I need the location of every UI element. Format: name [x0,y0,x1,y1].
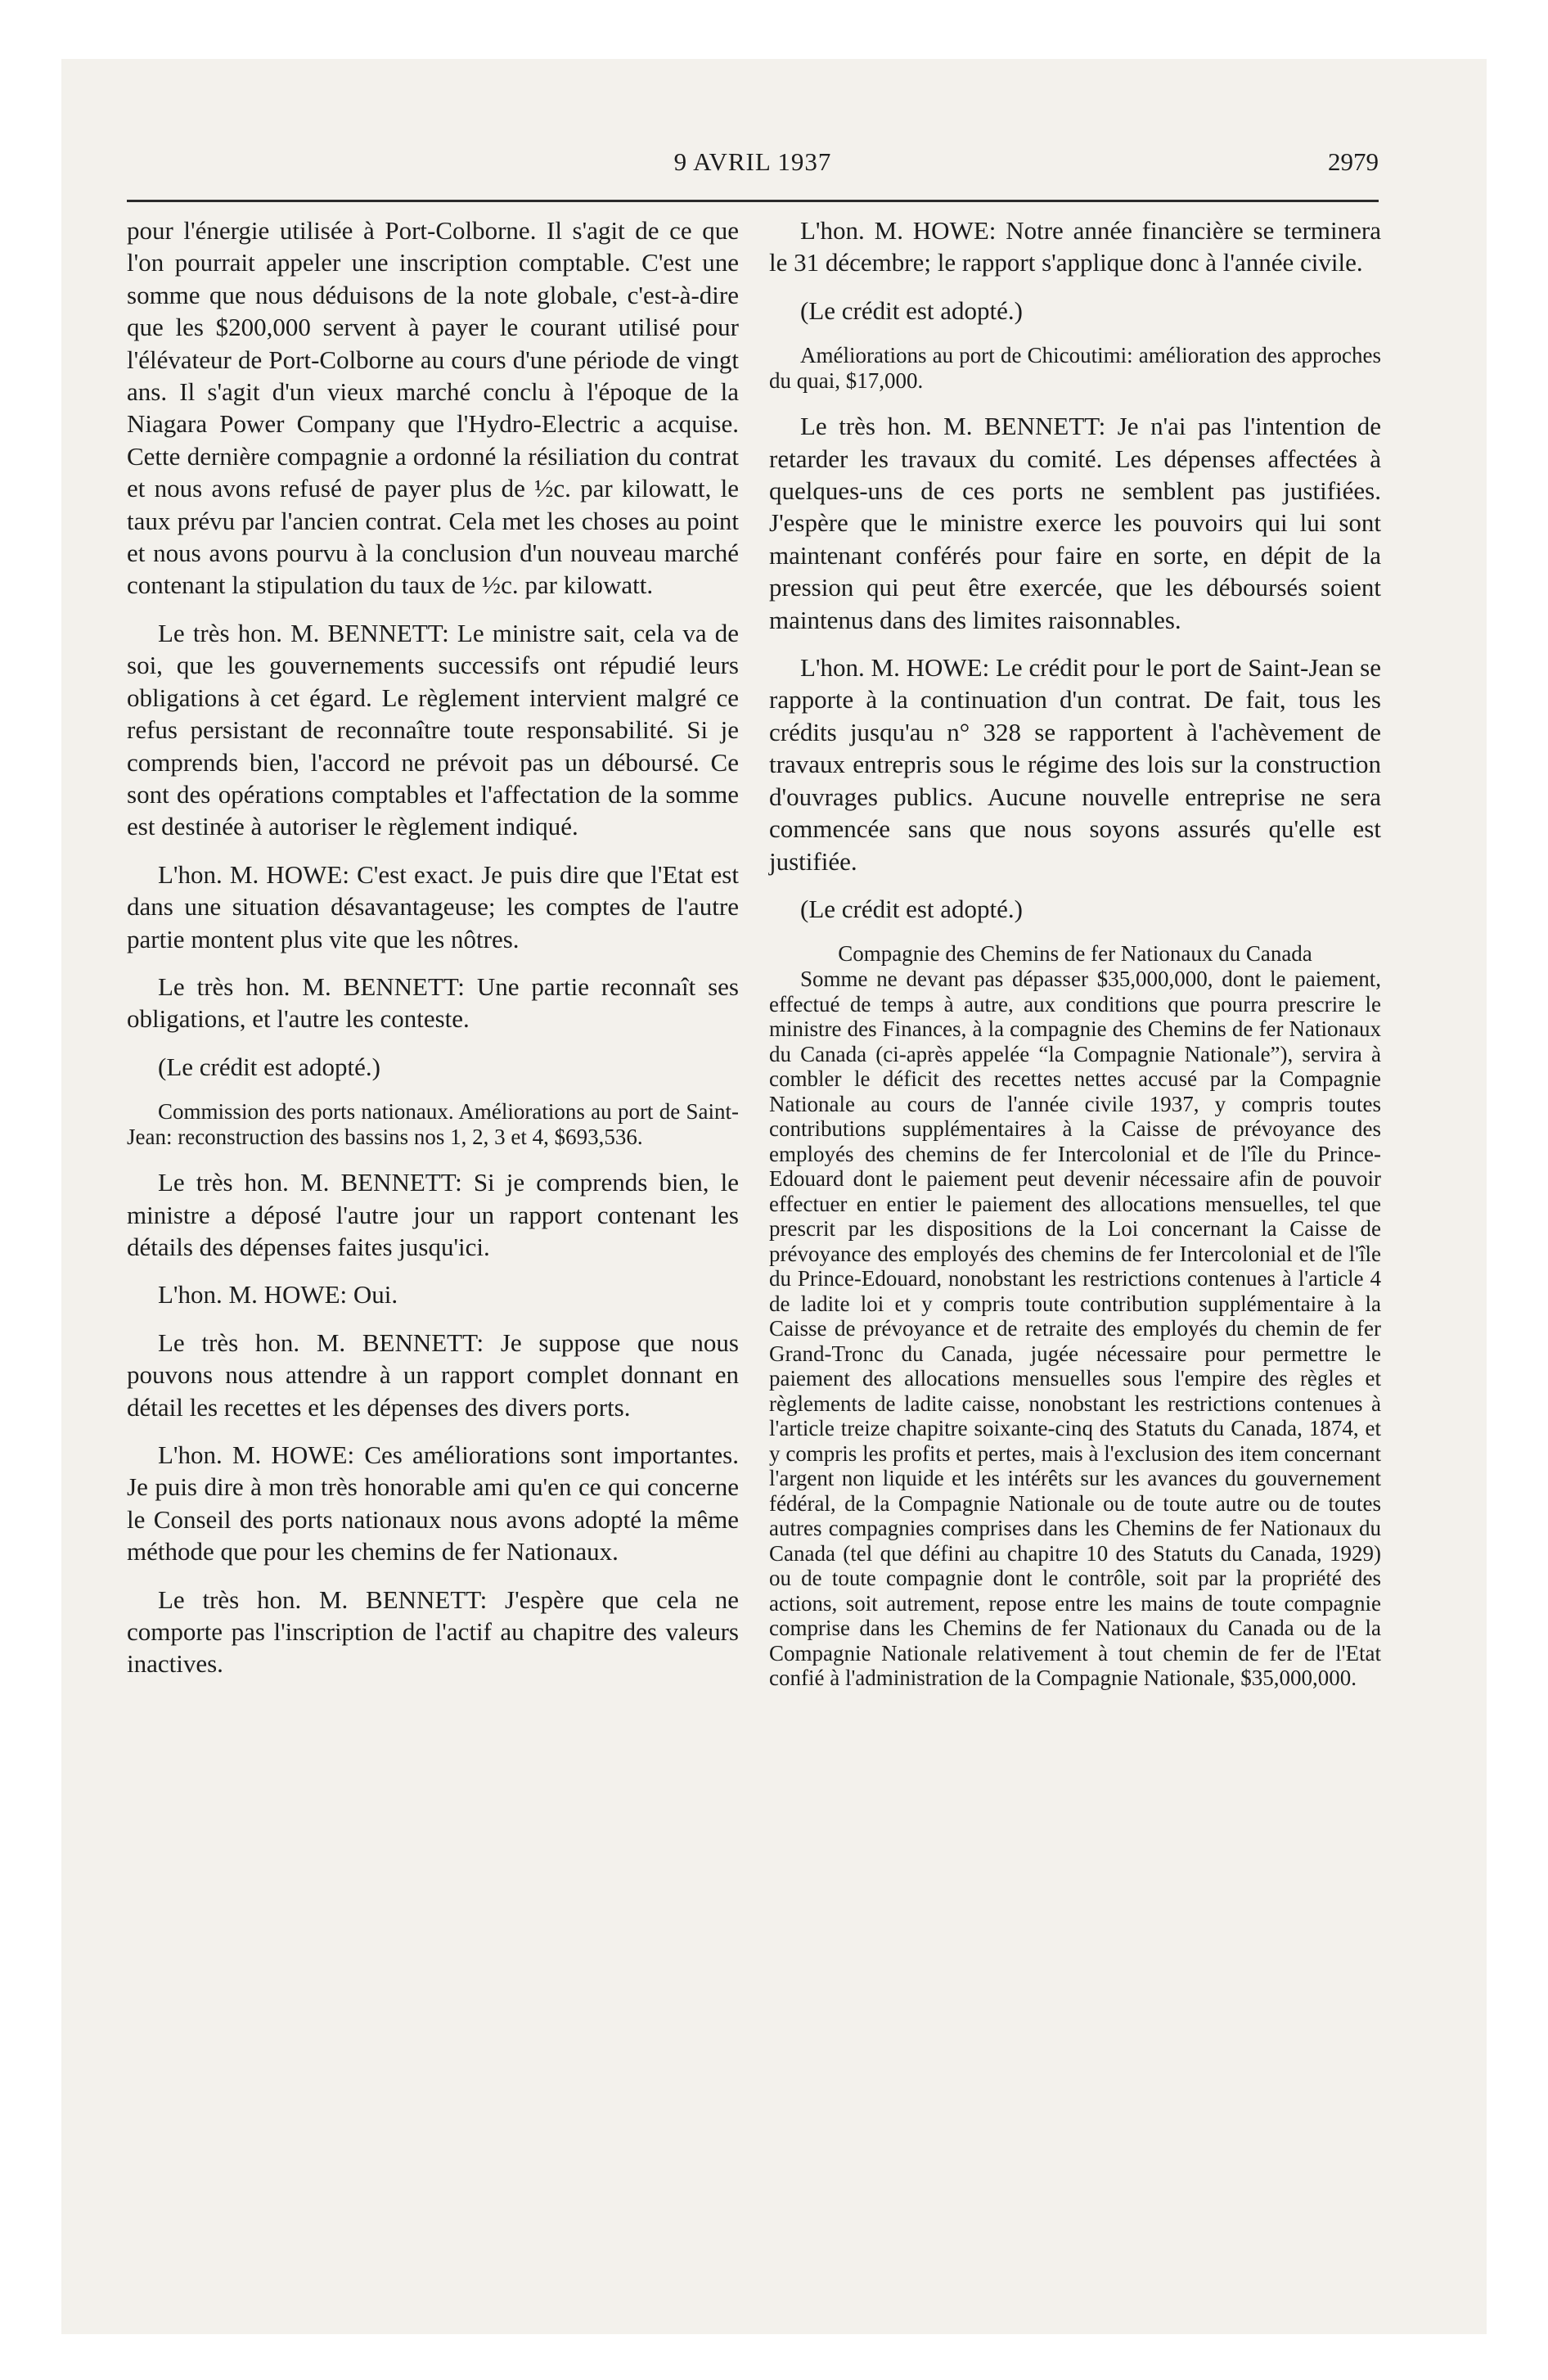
speech-howe: L'hon. M. HOWE: Ces améliorations sont importantes. Je puis dire à mon très honorable ami qu'en ce qui concerne le Conseil des ports nationaux nous avons adopté la même méthode que pour les chemins de fer Nationaux. [127,1440,739,1566]
estimate-item: Améliorations au port de Chicoutimi: amélioration des approches du quai, $17,000. [769,343,1381,394]
speech-bennett: Le très hon. M. BENNETT: J'espère que cela ne comporte pas l'inscription de l'actif au chapitre des valeurs inactives. [127,1584,739,1679]
speech-howe: L'hon. M. HOWE: Notre année financière se terminera le 31 décembre; le rapport s'applique donc à l'année civile. [769,216,1381,277]
speech-howe: L'hon. M. HOWE: Le crédit pour le port de Saint-Jean se rapporte à la continuation d'un contrat. De fait, tous les crédits jusqu'au n° 328 se rapportent à l'achèvement de travaux entrepris sous le régime des lois sur la construction d'ouvrages publics. Aucune nouvelle entreprise ne sera commencée sans que nous soyons assurés qu'elle est justifiée. [769,653,1381,876]
speech-howe: L'hon. M. HOWE: Oui. [158,1280,398,1309]
speech-bennett: Le très hon. M. BENNETT: Une partie reconnaît ses obligations, et l'autre les conteste. [127,971,739,1034]
speech-bennett: Le très hon. M. BENNETT: Si je comprends bien, le ministre a déposé l'autre jour un rapport contenant les détails des dépenses faites jusqu'ici. [127,1168,739,1261]
estimate-heading: Compagnie des Chemins de fer Nationaux du Canada [838,941,1312,967]
vote-passed: (Le crédit est adopté.) [800,894,1023,923]
header-rule [127,200,1379,202]
vote-passed: (Le crédit est adopté.) [800,295,1023,325]
estimate-text: Somme ne devant pas dépasser $35,000,000, dont le paiement, effectué de temps à autre, aux conditions que pourra prescrire le ministre des Finances, à la compagnie des Chemins de fer Nationaux du Canada (ci-après appelée “la Compagnie Nationale”), servira à combler le déficit des recettes nettes accusé par la Compagnie Nationale au cours de l'année civile 1937, y compris toutes contributions supplémentaires à la Caisse de prévoyance des employés des chemins de fer Intercolonial et de l'île du Prince-Edouard dont le paiement peut devenir nécessaire afin de pouvoir effectuer en entier le paiement des allocations mensuelles, tel que prescrit par les dispositions de la Loi concernant la Caisse de prévoyance des employés des chemins de fer Intercolonial et de l'île du Prince-Edouard, nonobstant les restrictions contenues à l'article 4 de ladite loi et y compris toute contribution supplémentaire à la Caisse de prévoyance et de retraite des employés du chemin de fer Grand-Tronc du Canada, jugée nécessaire pour permettre le paiement des allocations mensuelles sous l'empire des règles et règlements de ladite caisse, nonobstant les restrictions contenues à l'article treize chapitre soixante-cinq des Statuts du Canada, 1874, et y compris les profits et pertes, mais à l'exclusion des item concernant l'argent non liquide et les intérêts sur les avances du gouvernement fédéral, de la Compagnie Nationale ou de toute autre ou de toutes autres compagnies comprises dans les Chemins de fer Nationaux du Canada (tel que défini au chapitre 10 des Statuts du Canada, 1929) ou de toute compagnie dont le contrôle, soit par la propriété des actions, soit autrement, repose entre les mains de toute compagnie comprise dans les Chemins de fer Nationaux du Canada ou de la Compagnie Nationale relativement à tout chemin de fer de l'Etat confié à l'administration de la Compagnie Nationale, $35,000,000. [769,967,1381,1691]
estimate-item: Commission des ports nationaux. Améliorations au port de Saint-Jean: reconstruction des bassins nos 1, 2, 3 et 4, $693,536. [127,1099,739,1150]
page-header [127,147,1379,188]
speech-bennett: Le très hon. M. BENNETT: Je suppose que nous pouvons nous attendre à un rapport complet donnant en détail les recettes et les dépenses des divers ports. [127,1327,739,1422]
speech-bennett: Le très hon. M. BENNETT: Le ministre sait, cela va de soi, que les gouvernements successifs ont répudié leurs obligations à cet égard. Le règlement intervient malgré ce refus persistant de reconnaître toute responsabilité. Si je comprends bien, l'accord ne prévoit pas un déboursé. Ce sont des opérations comptables et l'affectation de la somme est destinée à autoriser le règlement indiqué. [127,618,739,841]
paragraph-continued: pour l'énergie utilisée à Port-Colborne. Il s'agit de ce que l'on pourrait appeler une inscription comptable. C'est une somme que nous déduisons de la note globale, c'est-à-dire que les $200,000 servent à payer le courant utilisé pour l'élévateur de Port-Colborne au cours d'une période de vingt ans. Il s'agit d'un vieux marché conclu à l'époque de la Niagara Power Company que l'Hydro-Electric a acquise. Cette dernière compagnie a ordonné la résiliation du contrat et nous avons refusé de payer plus de ½c. par kilowatt, le taux prévu par l'ancien contrat. Cela met les choses au point et nous avons pourvu à la conclusion d'un nouveau marché contenant la stipulation du taux de ½c. par kilowatt. [127,216,739,600]
header-date: 9 AVRIL 1937 [673,147,832,176]
speech-howe: L'hon. M. HOWE: C'est exact. Je puis dire que l'Etat est dans une situation désavantageuse; les comptes de l'autre partie montent plus vite que les nôtres. [127,859,739,953]
vote-passed: (Le crédit est adopté.) [158,1052,380,1081]
speech-bennett: Le très hon. M. BENNETT: Je n'ai pas l'intention de retarder les travaux du comité. Les dépenses affectées à quelques-uns de ces ports ne semblent pas justifiées. J'espère que le ministre exerce les pouvoirs qui lui sont maintenant conférés pour faire en sorte, en dépit de la pression qui peut être exercée, que les déboursés soient maintenus dans des limites raisonnables. [769,412,1381,634]
left-column [127,214,739,1696]
page-number: 2979 [1328,147,1379,176]
right-column [769,214,1381,1691]
